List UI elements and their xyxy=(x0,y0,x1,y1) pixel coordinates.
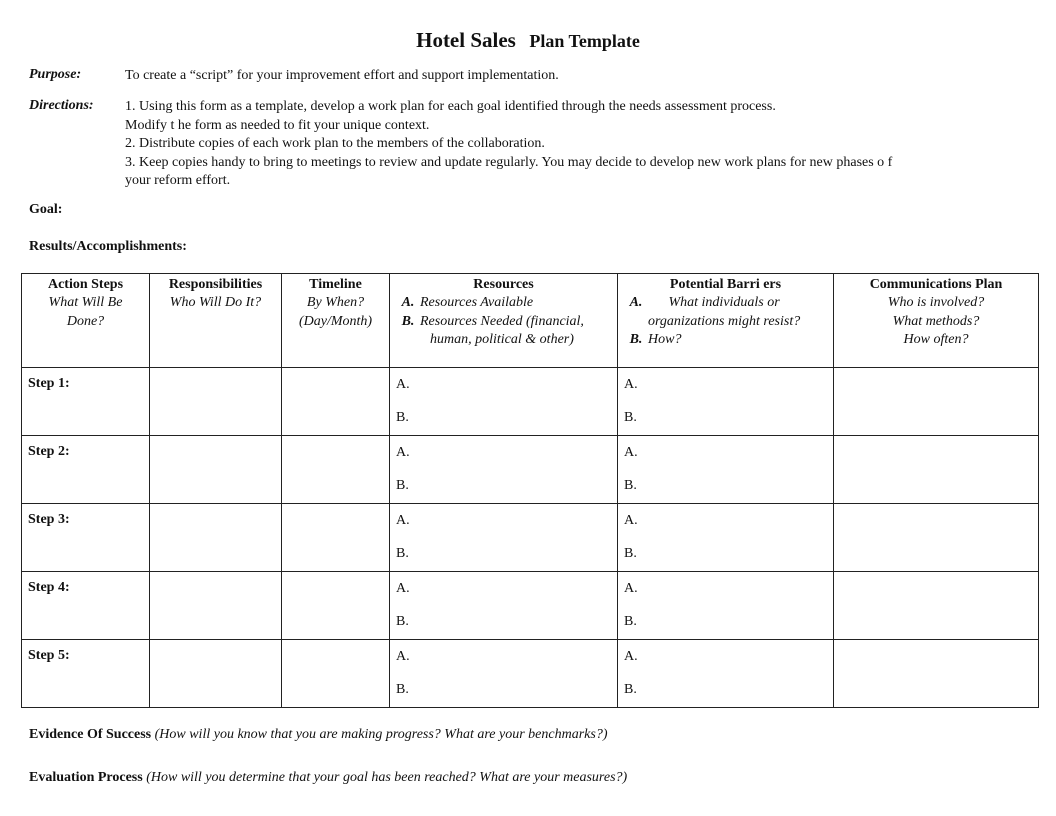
step-label-cell: Step 3: xyxy=(22,504,150,572)
evaluation-label: Evaluation Process xyxy=(29,770,143,785)
evaluation-question: (How will you determine that your goal has been reached? What are your measures?) xyxy=(146,770,628,785)
communications-cell[interactable] xyxy=(834,572,1039,640)
work-plan-table xyxy=(21,273,1039,708)
step-label-cell: Step 5: xyxy=(22,640,150,708)
evidence-of-success xyxy=(29,727,607,743)
page-title xyxy=(0,28,1056,53)
purpose-text: To create a “script” for your improvement effort and support implementation. xyxy=(125,68,559,83)
purpose-label: Purpose: xyxy=(29,67,82,82)
table-row xyxy=(22,640,1039,708)
header-resources: Resources A. Resources Available B. Resources Needed (financial, human, political & other) xyxy=(390,274,618,368)
timeline-cell[interactable] xyxy=(282,504,390,572)
barriers-cell[interactable]: A. B. xyxy=(618,436,834,504)
responsibilities-cell[interactable] xyxy=(150,436,282,504)
directions-line: Modify t he form as needed to fit your unique context. xyxy=(125,117,430,133)
communications-cell[interactable] xyxy=(834,640,1039,708)
table-row xyxy=(22,504,1039,572)
directions-label: Directions: xyxy=(29,98,94,113)
header-timeline: Timeline By When? (Day/Month) xyxy=(282,274,390,368)
communications-cell[interactable] xyxy=(834,368,1039,436)
header-communications-plan: Communications Plan Who is involved? What methods? How often? xyxy=(834,274,1039,368)
step-label-cell: Step 1: xyxy=(22,368,150,436)
header-action-steps: Action Steps What Will Be Done? xyxy=(22,274,150,368)
barriers-cell[interactable]: A. B. xyxy=(618,572,834,640)
evidence-label: Evidence Of Success xyxy=(29,727,152,742)
title-main: Hotel Sales xyxy=(416,28,516,52)
communications-cell[interactable] xyxy=(834,504,1039,572)
header-responsibilities: Responsibilities Who Will Do It? xyxy=(150,274,282,368)
step-label-cell: Step 4: xyxy=(22,572,150,640)
header-potential-barriers: Potential Barri ers A. What individuals or organizations might resist? B. How? xyxy=(618,274,834,368)
responsibilities-cell[interactable] xyxy=(150,504,282,572)
responsibilities-cell[interactable] xyxy=(150,572,282,640)
table-row xyxy=(22,572,1039,640)
barriers-cell[interactable]: A. B. xyxy=(618,368,834,436)
directions-line: your reform effort. xyxy=(125,173,231,188)
timeline-cell[interactable] xyxy=(282,572,390,640)
responsibilities-cell[interactable] xyxy=(150,368,282,436)
step-label-cell: Step 2: xyxy=(22,436,150,504)
evaluation-process xyxy=(29,770,627,786)
directions-line: 3. Keep copies handy to bring to meetings to review and update regularly. You may decide to develop new work plans for new phases o f xyxy=(125,154,893,170)
resources-cell[interactable]: A. B. xyxy=(390,436,618,504)
results-label: Results/Accomplishments: xyxy=(29,239,187,254)
communications-cell[interactable] xyxy=(834,436,1039,504)
directions-line: 1. Using this form as a template, develop a work plan for each goal identified through the needs assessment process. xyxy=(125,99,776,114)
barriers-cell[interactable]: A. B. xyxy=(618,640,834,708)
timeline-cell[interactable] xyxy=(282,436,390,504)
resources-cell[interactable]: A. B. xyxy=(390,368,618,436)
barriers-cell[interactable]: A. B. xyxy=(618,504,834,572)
timeline-cell[interactable] xyxy=(282,368,390,436)
timeline-cell[interactable] xyxy=(282,640,390,708)
resources-cell[interactable]: A. B. xyxy=(390,504,618,572)
resources-cell[interactable]: A. B. xyxy=(390,572,618,640)
table-row xyxy=(22,368,1039,436)
resources-cell[interactable]: A. B. xyxy=(390,640,618,708)
table-header-row xyxy=(22,274,1039,368)
title-sub: Plan Template xyxy=(529,31,640,51)
evidence-question: (How will you know that you are making progress? What are your benchmarks?) xyxy=(154,727,608,742)
directions-line: 2. Distribute copies of each work plan to the members of the collaboration. xyxy=(125,136,545,151)
goal-label: Goal: xyxy=(29,202,63,217)
table-row xyxy=(22,436,1039,504)
directions-text xyxy=(125,98,1015,191)
responsibilities-cell[interactable] xyxy=(150,640,282,708)
